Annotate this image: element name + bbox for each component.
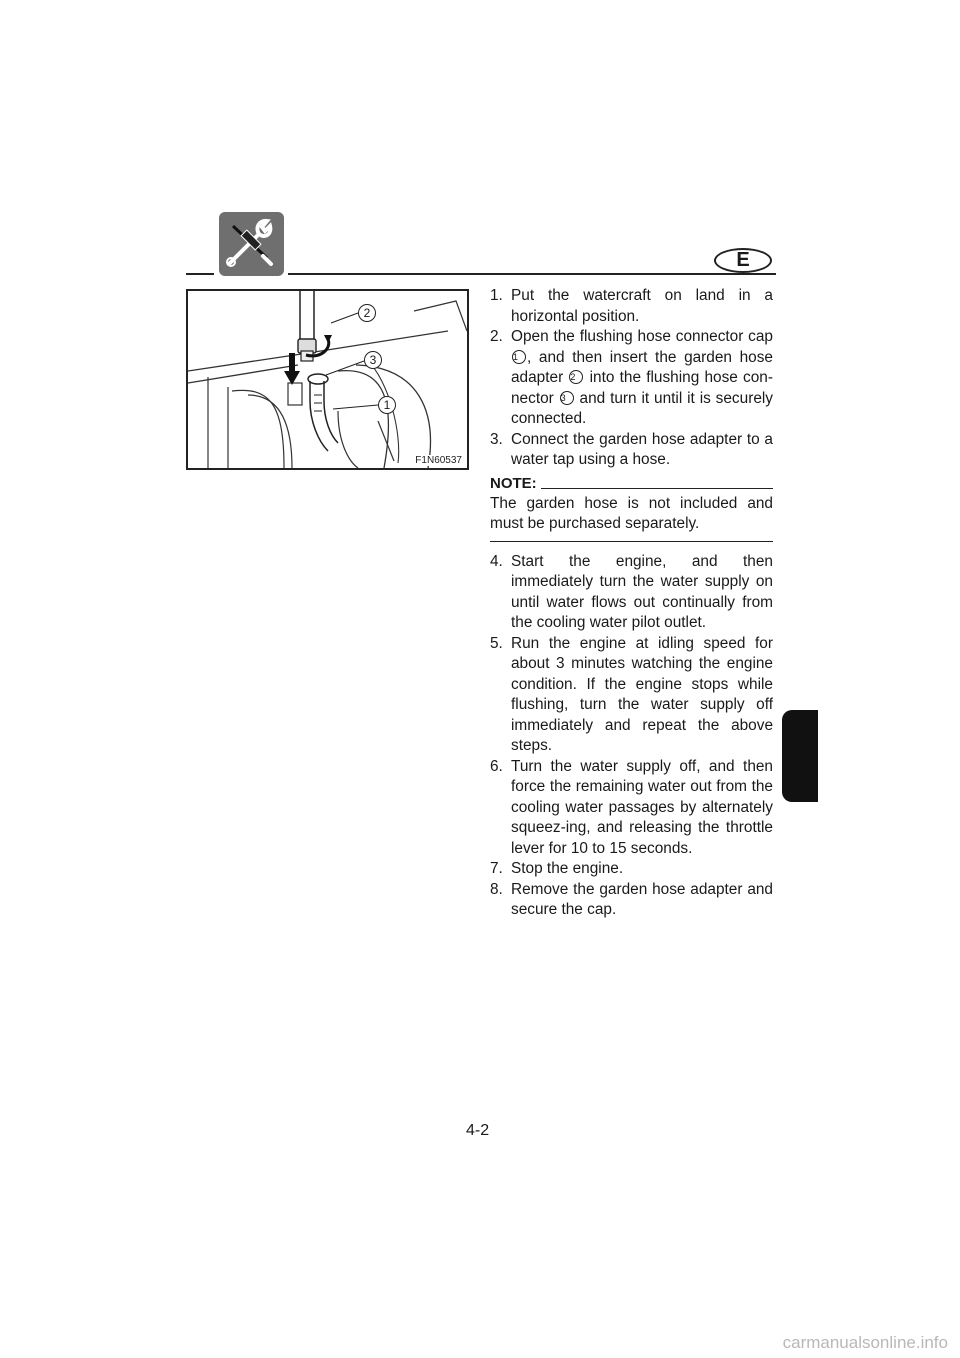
- note-header: [490, 475, 773, 493]
- steps-list-part2: [490, 552, 773, 921]
- step-text: Run the engine at idling speed for about 3 minutes watching the engine condition. If the engine stops while flushing, turn the water supply off immediately and repeat the above steps.: [511, 634, 773, 754]
- note-box: [490, 475, 773, 542]
- callout-ref-1: 1: [512, 350, 526, 364]
- step-number: 3.: [490, 430, 503, 448]
- step-text-part: , and then insert the garden hose adapter: [511, 348, 773, 386]
- step-item: [490, 327, 773, 430]
- callout-3: 3: [364, 351, 382, 369]
- step-item: [490, 880, 773, 921]
- step-number: 2.: [490, 328, 503, 345]
- step-item: [490, 286, 773, 327]
- note-text: The garden hose is not included and must be purchased separately.: [490, 494, 773, 542]
- step-number: 4.: [490, 552, 503, 570]
- step-item: [490, 430, 773, 471]
- step-text: Turn the water supply off, and then force the remaining water out from the cooling water passages by alternately squeez-ing, and releasing the throttle lever for 10 to 15 seconds.: [511, 757, 773, 857]
- step-text: Start the engine, and then immediately turn the water supply on until water flows out continually from the cooling water pilot outlet.: [511, 552, 773, 631]
- note-label: NOTE:: [490, 474, 537, 492]
- step-number: 6.: [490, 757, 503, 775]
- note-rule: [541, 488, 773, 489]
- callout-ref-2: 2: [569, 370, 583, 384]
- callout-1: 1: [378, 396, 396, 414]
- step-item: [490, 757, 773, 860]
- header-rule-right: [288, 273, 776, 275]
- step-text: Put the watercraft on land in a horizontal position.: [511, 287, 773, 325]
- step-number: 8.: [490, 880, 503, 898]
- flushing-hose-illustration: [186, 289, 469, 470]
- step-number: 7.: [490, 860, 503, 877]
- step-number: 1.: [490, 287, 503, 304]
- callout-2: 2: [358, 304, 376, 322]
- step-item: [490, 859, 773, 880]
- step-item: [490, 634, 773, 757]
- step-text: Stop the engine.: [511, 860, 624, 877]
- steps-list-part1: [490, 286, 773, 471]
- language-badge: E: [714, 248, 772, 273]
- step-item: [490, 552, 773, 634]
- page-number: 4-2: [466, 1122, 490, 1139]
- step-number: 5.: [490, 634, 503, 652]
- figure-code: F1N60537: [415, 455, 462, 466]
- step-text: Connect the garden hose adapter to a water tap using a hose.: [511, 430, 773, 468]
- header-rule-left: [186, 273, 214, 275]
- step-text-part: Open the flushing hose connector cap: [511, 328, 773, 345]
- watermark: carmanualsonline.info: [782, 1333, 948, 1352]
- callout-ref-3: 3: [560, 391, 574, 405]
- instructions-column: [490, 286, 773, 921]
- step-text: Remove the garden hose adapter and secure the cap.: [511, 880, 773, 918]
- step-text-part: into the flushing hose con-nector: [511, 369, 773, 407]
- maintenance-tools-icon: [219, 212, 284, 276]
- step-text-part: and turn it until it is securely connected.: [511, 389, 773, 427]
- chapter-side-tab: [782, 710, 818, 802]
